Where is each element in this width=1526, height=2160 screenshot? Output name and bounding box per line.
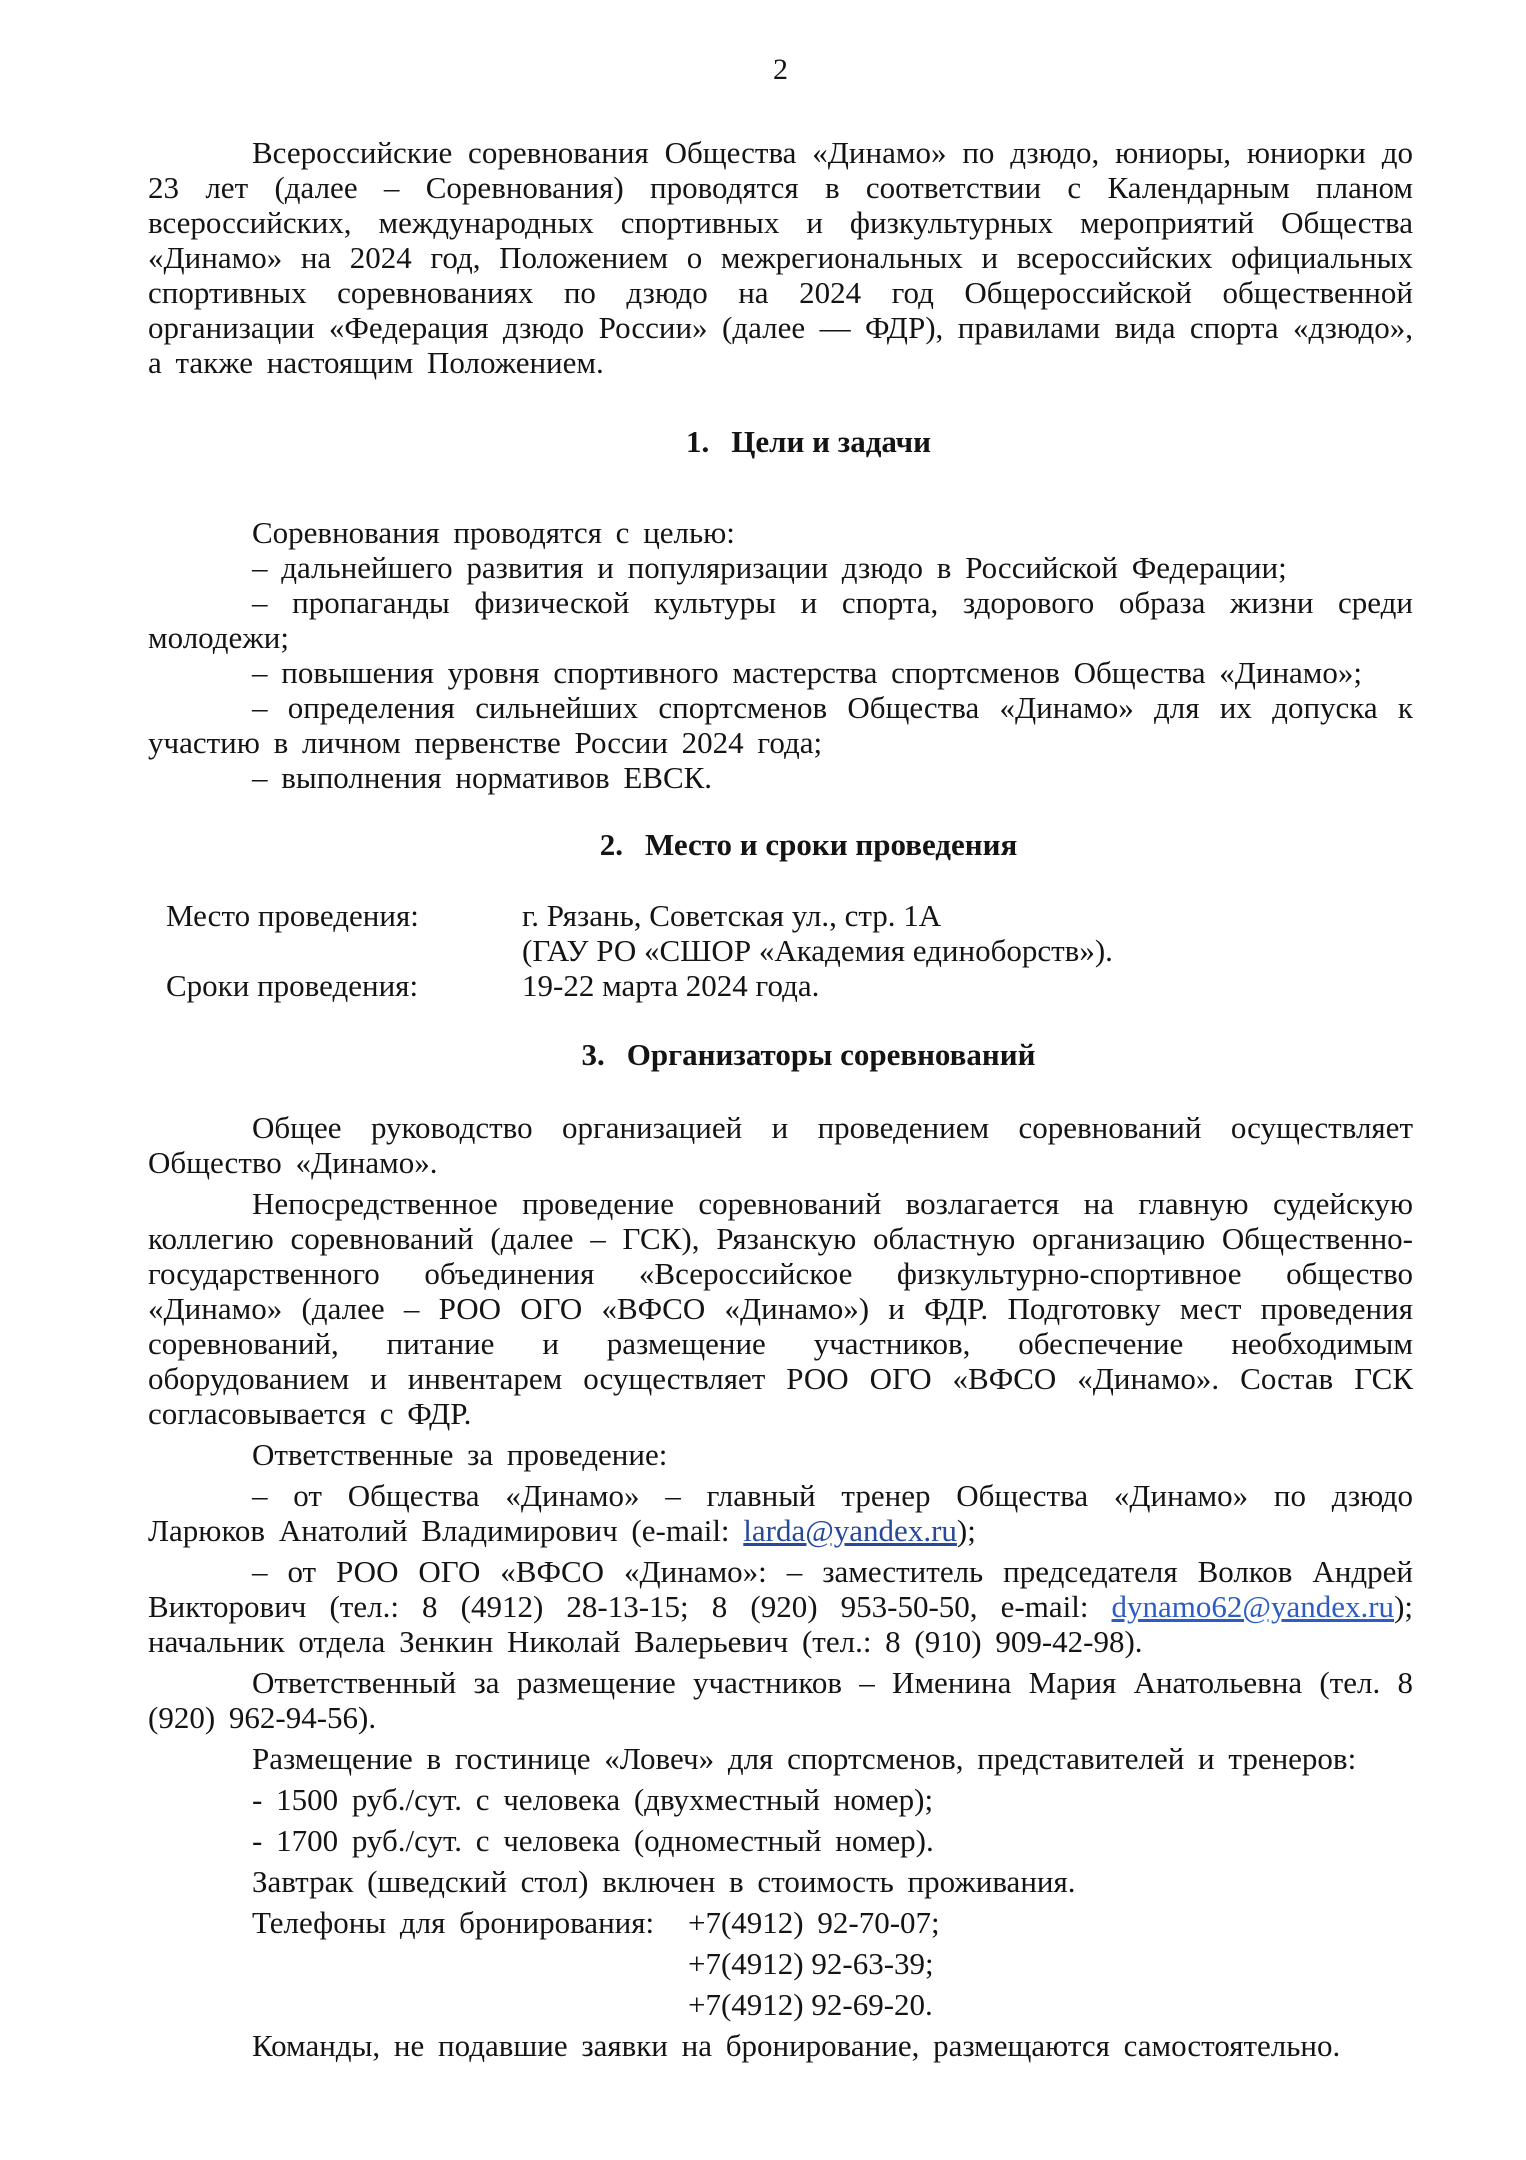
section-number: 3. <box>581 1037 605 1072</box>
responsible-roo-tail: ); начальник отдела Зенкин Николай Валерьевич (тел.: 8 (910) 909-42-98). <box>148 1589 1413 1659</box>
responsible-housing-paragraph: Ответственный за размещение участников – Именина Мария Анатольевна (тел. 8 (920) 962-94-56). <box>148 1665 1413 1735</box>
venue-place-address: г. Рязань, Советская ул., стр. 1А <box>522 898 942 933</box>
booking-phones-line <box>148 1905 1413 1940</box>
booking-phone: +7(4912) 92-63-39; <box>688 1946 934 1981</box>
organizers-section <box>148 1110 1413 2063</box>
venue-place-value <box>522 898 1413 968</box>
email-link-dynamo62[interactable]: dynamo62@yandex.ru <box>1111 1589 1395 1624</box>
email-link-larda[interactable]: larda@yandex.ru <box>743 1513 957 1548</box>
responsible-lead: Ответственные за проведение: <box>252 1437 668 1472</box>
responsible-dynamo-paragraph <box>148 1478 1413 1548</box>
intro-paragraph: Всероссийские соревнования Общества «Динамо» по дзюдо, юниоры, юниорки до 23 лет (далее – Соревнования) проводятся в соответствии с Календарным планом всероссийских, международных спортивных и физкультурных мероприятий Общества «Динамо» на 2024 год, Положением о межрегиональных и всероссийских официальных спортивных соревнованиях по дзюдо на 2024 год Общероссийской общественной организации «Федерация дзюдо России» (далее — ФДР), правилами вида спорта «дзюдо», а также настоящим Положением. <box>148 135 1413 380</box>
goals-item: – пропаганды физической культуры и спорта, здорового образа жизни среди молодежи; <box>148 585 1413 655</box>
section-heading-venue <box>176 827 1441 862</box>
hotel-rate-single: - 1700 руб./сут. с человека (одноместный номер). <box>252 1823 934 1858</box>
section-title: Место и сроки проведения <box>644 827 1018 862</box>
goals-item: – дальнейшего развития и популяризации дзюдо в Российской Федерации; <box>252 550 1287 585</box>
breakfast-note: Завтрак (шведский стол) включен в стоимость проживания. <box>252 1864 1076 1899</box>
venue-place-label: Место проведения: <box>166 898 419 933</box>
venue-dates-value: 19-22 марта 2024 года. <box>522 968 820 1003</box>
hotel-lead: Размещение в гостинице «Ловеч» для спортсменов, представителей и тренеров: <box>252 1741 1357 1776</box>
booking-phone: +7(4912) 92-69-20. <box>688 1987 933 2022</box>
booking-phone: +7(4912) 92-70-07; <box>688 1905 940 1940</box>
section-title: Цели и задачи <box>731 424 931 459</box>
venue-dates-label: Сроки проведения: <box>166 968 419 1003</box>
responsible-roo-paragraph <box>148 1554 1413 1659</box>
closing-paragraph: Команды, не подавшие заявки на бронирование, размещаются самостоятельно. <box>252 2028 1341 2063</box>
section-number: 1. <box>686 424 710 459</box>
section-heading-goals <box>176 424 1441 459</box>
goals-section <box>148 515 1413 795</box>
venue-table <box>148 898 1413 1003</box>
section-number: 2. <box>599 827 623 862</box>
section-heading-organizers <box>176 1037 1441 1072</box>
goals-item: – определения сильнейших спортсменов Общества «Динамо» для их допуска к участию в личном первенстве России 2024 года; <box>148 690 1413 760</box>
booking-phones-label: Телефоны для бронирования: <box>252 1905 655 1940</box>
responsible-dynamo-tail: ); <box>956 1513 976 1548</box>
responsible-dynamo-text: – от Общества «Динамо» – главный тренер Общества «Динамо» по дзюдо Ларюков Анатолий Владимирович (e-mail: <box>148 1478 1413 1548</box>
venue-place-facility: (ГАУ РО «СШОР «Академия единоборств»). <box>522 933 1113 968</box>
page-number: 2 <box>773 53 788 86</box>
goals-lead: Соревнования проводятся с целью: <box>252 515 735 550</box>
responsible-roo-text: – от РОО ОГО «ВФСО «Динамо»: – заместитель председателя Волков Андрей Викторович (тел.: 8 (4912) 28-13-15; 8 (920) 953-50-50, e-mail: <box>148 1554 1413 1624</box>
section-title: Организаторы соревнований <box>626 1037 1036 1072</box>
organizers-direct-paragraph: Непосредственное проведение соревнований возлагается на главную судейскую коллегию соревнований (далее – ГСК), Рязанскую областную организацию Общественно-государственного объединения «Всероссийское физкультурно-спортивное общество «Динамо» (далее – РОО ОГО «ВФСО «Динамо») и ФДР. Подготовку мест проведения соревнований, питание и размещение участников, обеспечение необходимым оборудованием и инвентарем осуществляет РОО ОГО «ВФСО «Динамо». Состав ГСК согласовывается с ФДР. <box>148 1186 1413 1431</box>
hotel-rate-double: - 1500 руб./сут. с человека (двухместный номер); <box>252 1782 934 1817</box>
goals-item: – повышения уровня спортивного мастерства спортсменов Общества «Динамо»; <box>252 655 1363 690</box>
goals-item: – выполнения нормативов ЕВСК. <box>252 760 713 795</box>
organizers-general-paragraph: Общее руководство организацией и проведением соревнований осуществляет Общество «Динамо». <box>148 1110 1413 1180</box>
